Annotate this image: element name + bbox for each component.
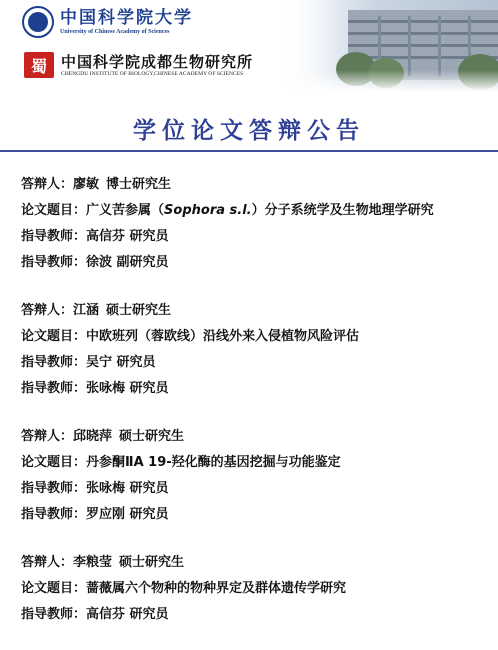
thesis-title: 蔷薇属六个物种的物种界定及群体遗传学研究 — [86, 581, 347, 596]
thesis-label: 论文题目： — [21, 455, 87, 470]
page-title: 学位论文答辩公告 — [133, 117, 365, 144]
advisor-row — [21, 602, 491, 628]
header — [0, 0, 498, 100]
cas-english-name: University of Chinese Academy of Sciences — [60, 29, 170, 35]
advisor-row — [21, 476, 491, 502]
defense-list — [21, 172, 491, 650]
candidate-label: 答辩人： — [21, 429, 74, 444]
candidate-name: 邱晓萍 — [73, 429, 113, 444]
advisor-label: 指导教师： — [21, 607, 87, 622]
candidate-name: 李粮莹 — [73, 555, 113, 570]
title-divider — [0, 150, 498, 152]
advisor-label: 指导教师： — [21, 507, 87, 522]
advisor-name: 高信芬 研究员 — [86, 607, 169, 622]
advisor-name: 张咏梅 研究员 — [86, 481, 169, 496]
candidate-row — [21, 298, 491, 324]
candidate-name: 廖敏 — [73, 177, 100, 192]
degree-type: 硕士研究生 — [106, 303, 172, 318]
advisor-row — [21, 376, 491, 402]
degree-type: 博士研究生 — [106, 177, 172, 192]
advisor-row — [21, 350, 491, 376]
advisor-name: 罗应刚 研究员 — [86, 507, 169, 522]
thesis-title: 丹参酮ⅡA 19-羟化酶的基因挖掘与功能鉴定 — [86, 455, 341, 470]
defense-entry — [21, 550, 491, 628]
thesis-label: 论文题目： — [21, 329, 87, 344]
candidate-row — [21, 424, 491, 450]
cas-name: 中国科学院大学 — [60, 8, 193, 28]
candidate-label: 答辩人： — [21, 177, 74, 192]
advisor-name: 徐波 副研究员 — [86, 255, 169, 270]
advisor-label: 指导教师： — [21, 229, 87, 244]
degree-type: 硕士研究生 — [119, 555, 185, 570]
thesis-title: 广义苦参属（ — [86, 203, 165, 218]
advisor-name: 高信芬 研究员 — [86, 229, 169, 244]
thesis-label: 论文题目： — [21, 203, 87, 218]
thesis-title: 中欧班列（蓉欧线）沿线外来入侵植物风险评估 — [86, 329, 360, 344]
thesis-title-rest: ）分子系统学及生物地理学研究 — [251, 203, 434, 218]
candidate-label: 答辩人： — [21, 303, 74, 318]
institute-stamp-icon: 蜀 — [24, 52, 54, 78]
building-photo — [278, 0, 498, 92]
thesis-row — [21, 450, 491, 476]
institute-name: 中国科学院成都生物研究所 — [61, 52, 254, 71]
candidate-row — [21, 172, 491, 198]
candidate-name: 江涵 — [73, 303, 100, 318]
advisor-label: 指导教师： — [21, 255, 87, 270]
advisor-label: 指导教师： — [21, 481, 87, 496]
defense-entry — [21, 424, 491, 528]
thesis-label: 论文题目： — [21, 581, 87, 596]
defense-entry — [21, 172, 491, 276]
candidate-row — [21, 550, 491, 576]
degree-type: 硕士研究生 — [119, 429, 185, 444]
cas-logo — [22, 6, 193, 38]
advisor-row — [21, 250, 491, 276]
cas-emblem-icon — [22, 6, 54, 38]
advisor-name: 吴宁 研究员 — [86, 355, 156, 370]
advisor-label: 指导教师： — [21, 355, 87, 370]
institute-logo — [24, 52, 253, 78]
advisor-row — [21, 224, 491, 250]
advisor-label: 指导教师： — [21, 381, 87, 396]
defense-entry — [21, 298, 491, 402]
institute-english-name: CHENGDU INSTITUTE OF BIOLOGY,CHINESE ACADEMY OF SCIENCES — [61, 70, 244, 77]
advisor-row — [21, 502, 491, 528]
thesis-row — [21, 198, 491, 224]
candidate-label: 答辩人： — [21, 555, 74, 570]
thesis-title-italic: Sophora s.l. — [164, 203, 252, 218]
thesis-row — [21, 324, 491, 350]
advisor-name: 张咏梅 研究员 — [86, 381, 169, 396]
thesis-row — [21, 576, 491, 602]
